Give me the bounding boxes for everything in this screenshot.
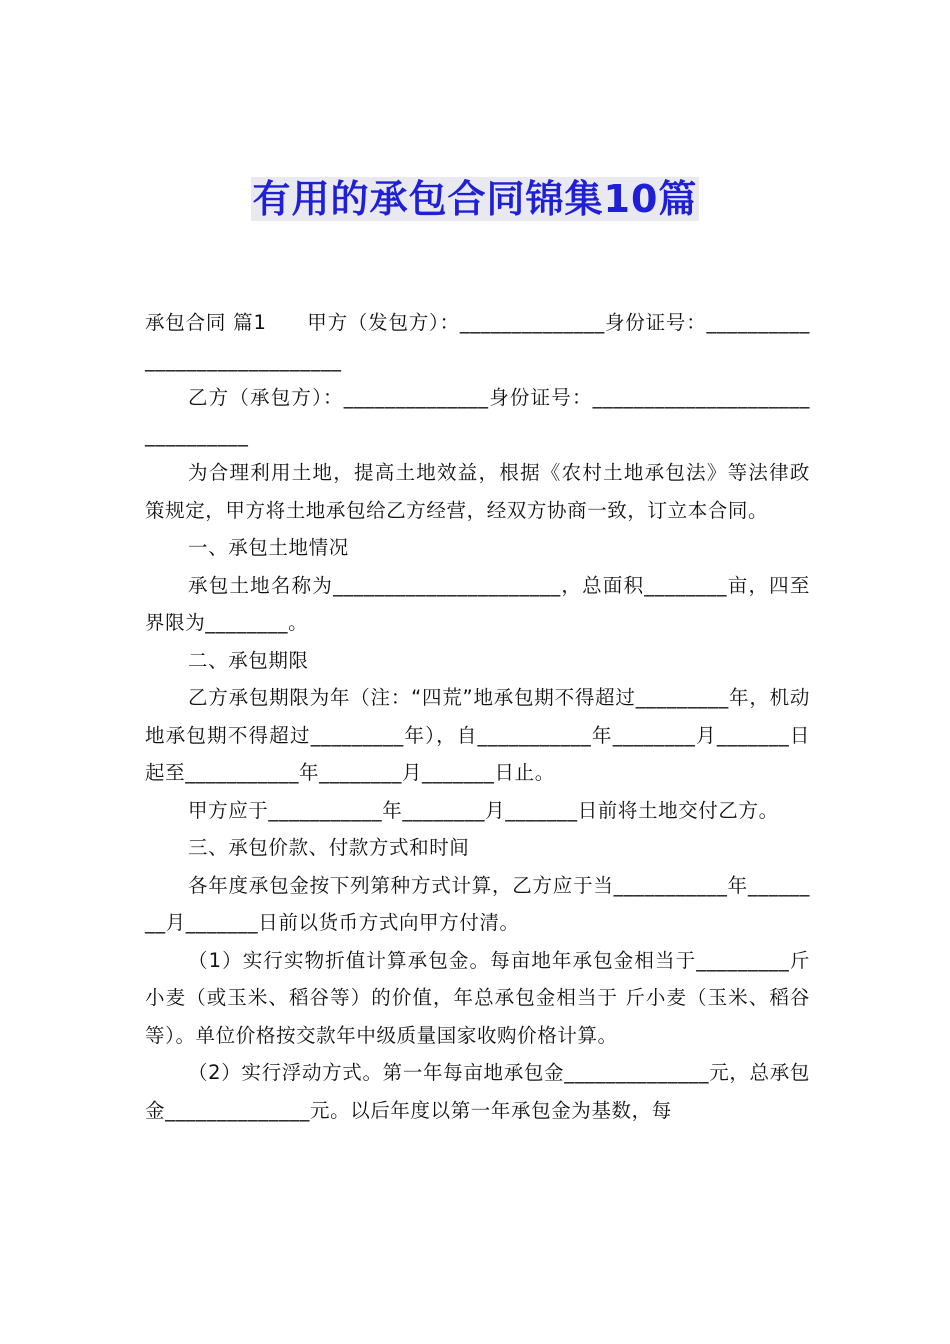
section-heading: 三、承包价款、付款方式和时间	[188, 836, 470, 859]
paragraph: 承包土地名称为______________________，总面积________亩，四至界限为________。	[145, 573, 810, 634]
paragraph: 各年度承包金按下列第种方式计算，乙方应于当___________年________月_______日前以货币方式向甲方付清。	[145, 873, 810, 934]
document-body	[145, 304, 810, 1129]
paragraph: 乙方承包期限为年（注：“四荒”地承包期不得超过_________年，机动地承包期不得超过_________年），自___________年________月_______日起至___________年________月_______日止。	[145, 686, 810, 784]
document-title-text: 有用的承包合同锦集10篇	[252, 177, 698, 221]
section-heading: 二、承包期限	[188, 648, 309, 672]
paragraph: 甲方应于___________年________月_______日前将土地交付乙方。	[188, 798, 779, 822]
paragraph: （2）实行浮动方式。第一年每亩地承包金______________元，总承包金______________元。以后年度以第一年承包金为基数，每	[145, 1061, 810, 1122]
paragraph: 为合理利用土地，提高土地效益，根据《农村土地承包法》等法律政策规定，甲方将土地承包给乙方经营，经双方协商一致，订立本合同。	[145, 461, 810, 522]
paragraph: 承包合同 篇1 甲方（发包方）：______________身份证号：_____________________________	[145, 311, 810, 372]
paragraph: 乙方（承包方）：______________身份证号：_______________________________	[145, 386, 810, 447]
section-heading: 一、承包土地情况	[188, 536, 349, 559]
document-title	[0, 172, 950, 226]
paragraph: （1）实行实物折值计算承包金。每亩地年承包金相当于_________斤小麦（或玉米、稻谷等）的价值，年总承包金相当于 斤小麦（玉米、稻谷等）。单位价格按交款年中级质量国家收购价格计算。	[145, 948, 810, 1047]
